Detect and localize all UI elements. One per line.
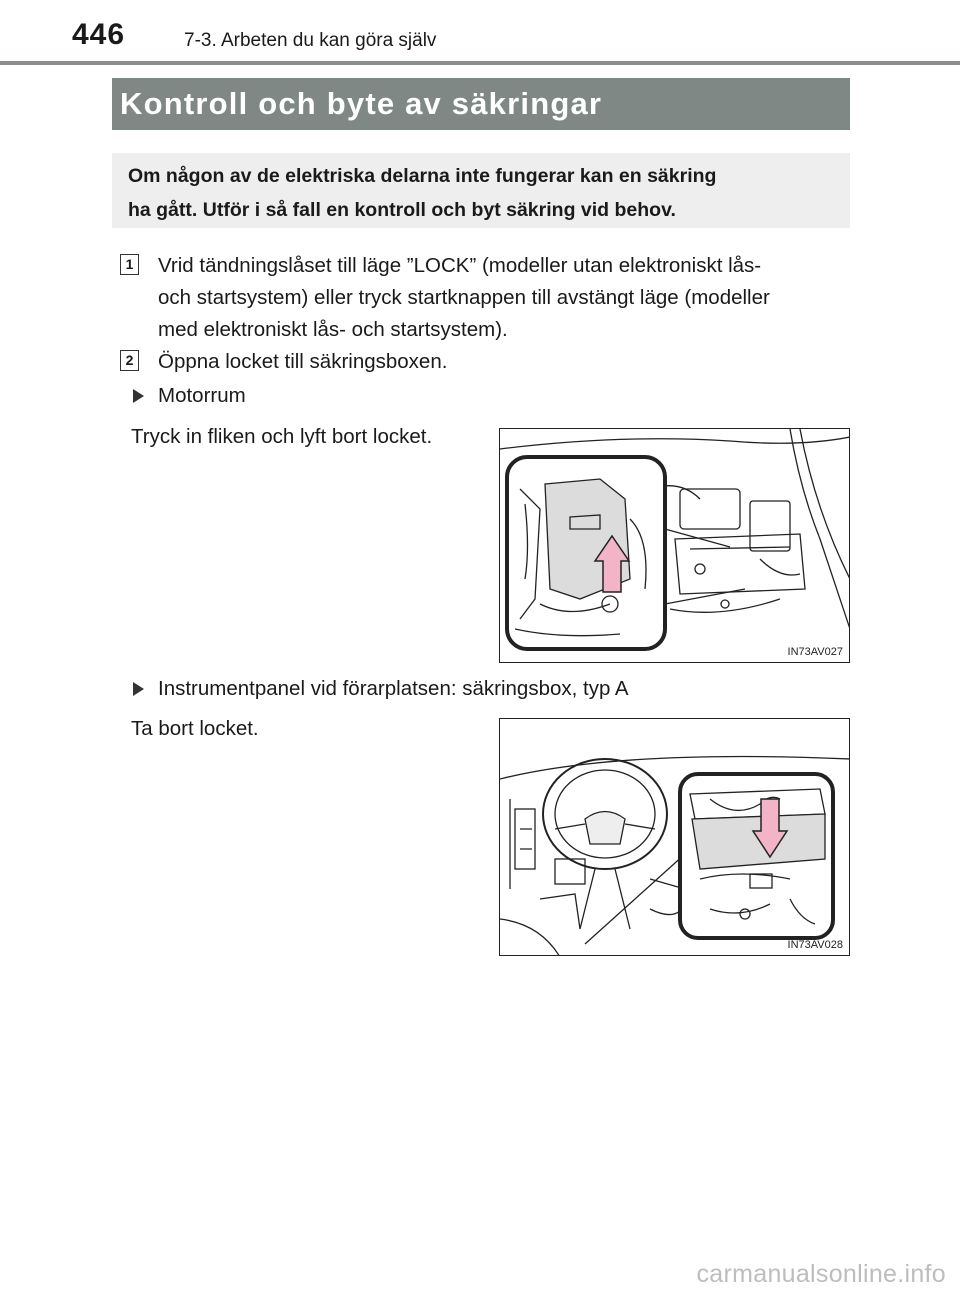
step-1-line-2: och startsystem) eller tryck startknappen till avstängt läge (modeller	[158, 286, 770, 309]
intro-line-1: Om någon av de elektriska delarna inte fungerar kan en säkring	[128, 165, 717, 187]
intro-box	[112, 153, 850, 228]
step-number-1: 1	[120, 254, 139, 275]
bullet-1-label: Motorrum	[158, 384, 246, 407]
bullet-arrow-icon	[133, 389, 144, 403]
bullet-arrow-icon	[133, 682, 144, 696]
step-number-2: 2	[120, 350, 139, 371]
section-title: Kontroll och byte av säkringar	[112, 78, 850, 130]
figure-code-1: IN73AV027	[787, 646, 843, 658]
step-2-line-1: Öppna locket till säkringsboxen.	[158, 350, 448, 373]
step-1-line-1: Vrid tändningslåset till läge ”LOCK” (modeller utan elektroniskt lås-	[158, 254, 762, 277]
figure-dashboard-fusebox	[499, 718, 850, 956]
figure-code-2: IN73AV028	[787, 939, 843, 951]
page-number: 446	[72, 18, 126, 51]
section-reference: 7-3. Arbeten du kan göra själv	[184, 30, 437, 51]
figure-engine-fusebox	[499, 428, 850, 663]
watermark: carmanualsonline.info	[696, 1260, 946, 1288]
bullet-2-label: Instrumentpanel vid förarplatsen: säkringsbox, typ A	[158, 677, 629, 700]
step-1-line-3: med elektroniskt lås- och startsystem).	[158, 318, 508, 341]
bullet-2-instruction: Ta bort locket.	[131, 717, 259, 740]
engine-compartment-illustration	[500, 429, 850, 663]
bullet-1-instruction: Tryck in fliken och lyft bort locket.	[131, 425, 433, 448]
intro-line-2: ha gått. Utför i så fall en kontroll och byt säkring vid behov.	[128, 199, 676, 221]
dashboard-illustration	[500, 719, 850, 956]
header-rule	[0, 61, 960, 65]
